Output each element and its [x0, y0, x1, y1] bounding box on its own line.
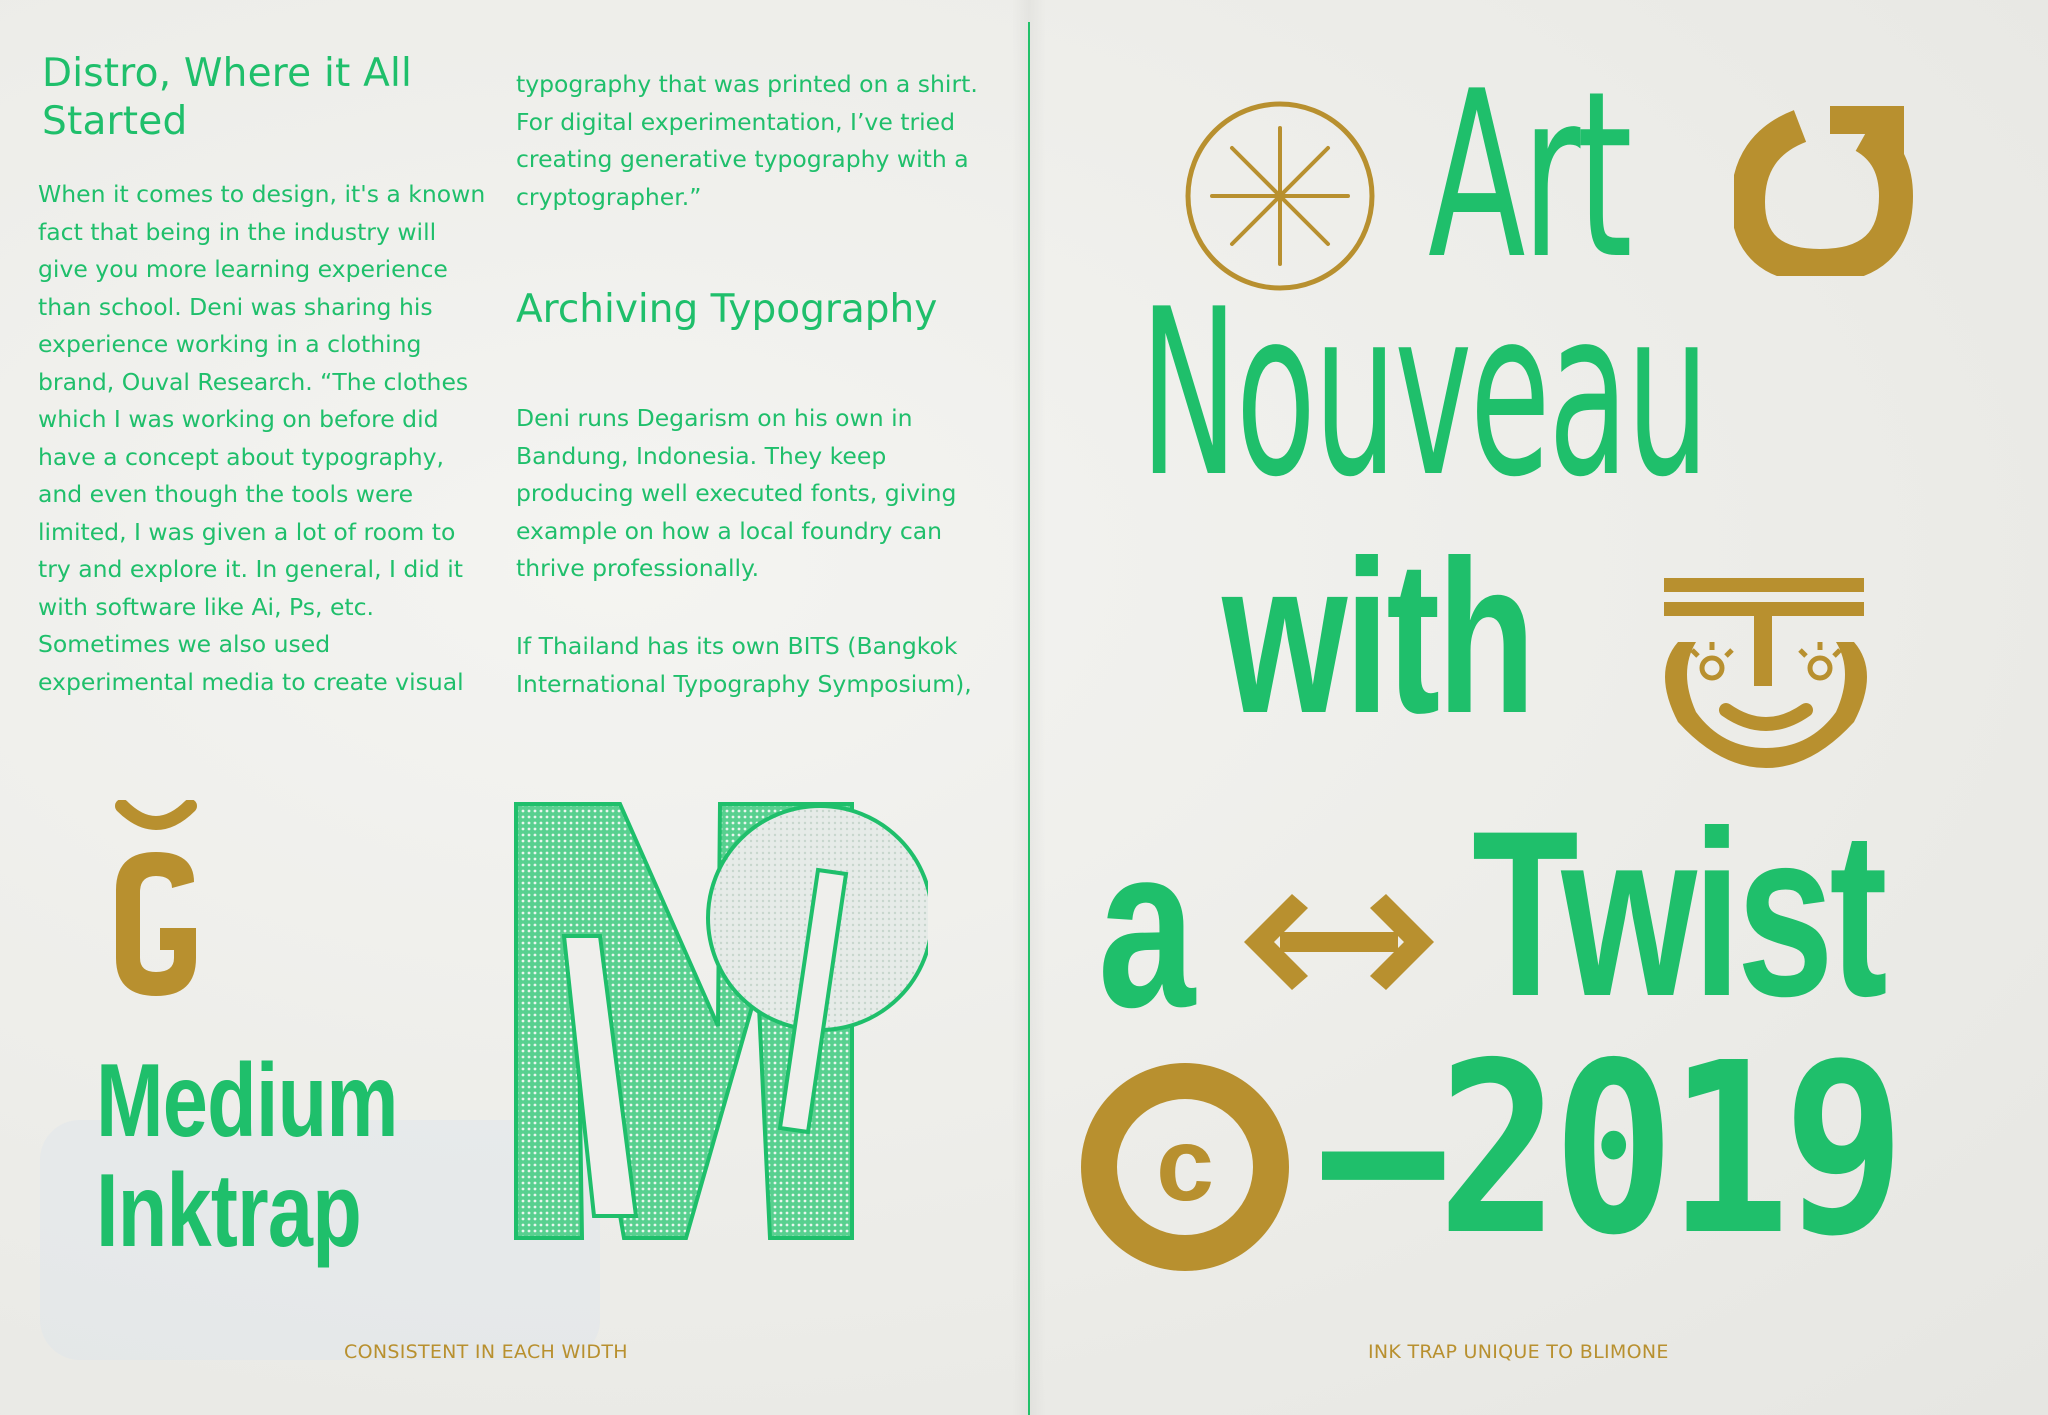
g-breve-glyph [96, 800, 216, 1010]
body-column-4 [516, 628, 1016, 703]
face-icon [1650, 572, 1882, 772]
copyright-glyph: c [1156, 1107, 1214, 1223]
body-column-1 [38, 176, 488, 701]
specimen-weight: Medium [96, 1043, 398, 1159]
body-column-2 [516, 66, 996, 216]
headline-a: a [1098, 798, 1196, 1055]
halftone-m-glyph [508, 796, 928, 1246]
specimen-style: Inktrap [96, 1153, 361, 1269]
headline-twist: Twist [1472, 782, 1884, 1046]
body-text-2: typography that was printed on a shirt. For digital experimentation, I’ve tried creating generative typography with a cryptographer.” [516, 70, 978, 211]
center-fold-line [1028, 22, 1030, 1415]
headline-nouveau: Nouveau [1140, 261, 1708, 528]
article-heading: Distro, Where it All Started [42, 51, 413, 144]
undo-arrow-icon [1734, 96, 1914, 276]
section-subheading: Archiving Typography [516, 287, 938, 332]
body-text-1: When it comes to design, it's a known fact that being in the industry will give you more learning experience than school. Deni was sharing his experience working in a clothing brand, Ouval Research. “The clothes which I was working on before did have a concept about typography, and even though the tools were limited, I was given a lot of room to try and explore it. In general, I did it with software like Ai, Ps, etc. Sometimes we also used experimental media to create visual [38, 180, 486, 696]
specimen-name [96, 1043, 408, 1269]
body-text-4: If Thailand has its own BITS (Bangkok International Typography Symposium), [516, 632, 972, 698]
headline-year: –2019 [1322, 1012, 1899, 1287]
body-column-3 [516, 400, 996, 588]
copyright-icon [1080, 1062, 1290, 1272]
m-glyph-label: M [508, 796, 509, 797]
double-arrow-icon [1244, 888, 1434, 998]
body-text-3: Deni runs Degarism on his own in Bandung, Indonesia. They keep producing well executed fonts, giving example on how a local foundry can thrive professionally. [516, 404, 957, 582]
headline-art: Art [1428, 43, 1629, 310]
g-glyph-label: Ğ [96, 800, 97, 801]
headline-with: with [1222, 516, 1533, 759]
right-caption: INK TRAP UNIQUE TO BLIMONE [1368, 1341, 1669, 1363]
left-caption: CONSISTENT IN EACH WIDTH [344, 1341, 628, 1363]
